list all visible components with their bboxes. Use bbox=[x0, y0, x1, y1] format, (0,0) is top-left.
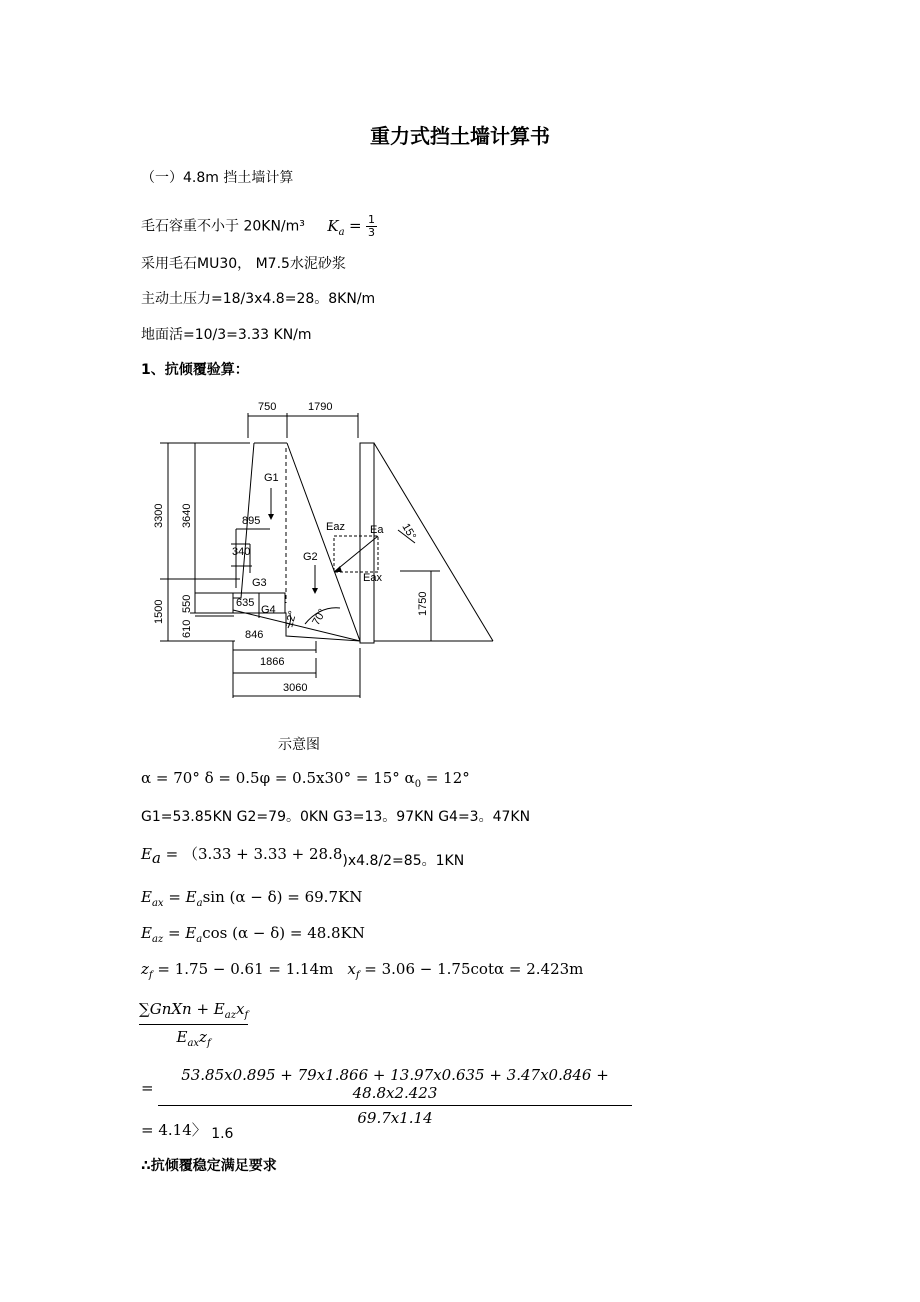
zf-xf-line: $z_f = 1.75 - 0.61 = 1.14m$ $x_f = 3.06 - 1.75\cot\alpha = 2.423m$ bbox=[141, 960, 584, 981]
retaining-wall-diagram bbox=[140, 388, 510, 708]
line-unit-weight bbox=[141, 214, 377, 243]
ka-symbol: $K_a$ bbox=[327, 216, 345, 238]
evaluation-fraction bbox=[158, 1066, 632, 1127]
dim-3300: 3300 bbox=[153, 503, 165, 528]
label-ea: Ea bbox=[370, 524, 384, 536]
dim-1866: 1866 bbox=[260, 656, 285, 668]
moment-ratio-formula bbox=[139, 1000, 248, 1049]
angles-line: α = 70° δ = 0.5φ = 0.5x30° = 15° $\alpha_0 = 12^\circ$ bbox=[141, 769, 470, 790]
conclusion: ∴抗倾覆稳定满足要求 bbox=[141, 1158, 277, 1174]
eax-line: $E_{ax} = E_a\sin$ (α − δ) = 69.7KN bbox=[141, 888, 363, 909]
document-title: 重力式挡土墙计算书 bbox=[370, 124, 550, 148]
dim-3640: 3640 bbox=[181, 503, 193, 528]
dim-1500: 1500 bbox=[153, 599, 165, 624]
ka-fraction: $\frac{1}{3}$ bbox=[368, 213, 376, 239]
line-surcharge: 地面活=10/3=3.33 KN/m bbox=[141, 327, 312, 343]
figure-caption: 示意图 bbox=[278, 737, 320, 753]
eval-numerator: 53.85x0.895 + 79x1.866 + 13.97x0.635 + 3.47x0.846 + 48.8x2.423 bbox=[158, 1066, 632, 1106]
dim-3060: 3060 bbox=[283, 682, 308, 694]
dim-1750: 1750 bbox=[417, 591, 429, 616]
label-g1: G1 bbox=[264, 472, 279, 484]
label-eax: Eax bbox=[363, 572, 382, 584]
dim-610: 610 bbox=[181, 619, 193, 638]
dim-340: 340 bbox=[232, 546, 251, 558]
ea-line: $E_a = (3.33 + 3.33 + 28.8)x4.8/2=85$。1KN bbox=[141, 845, 465, 869]
angle-12: 12° bbox=[283, 609, 300, 629]
angle-15: 15° bbox=[399, 521, 419, 542]
result-line: = 4.14〉 1.6 bbox=[141, 1121, 234, 1142]
heading-overturning: 1、抗倾覆验算： bbox=[141, 362, 249, 378]
dim-1790: 1790 bbox=[308, 401, 333, 413]
label-eaz: Eaz bbox=[326, 521, 345, 533]
label-g4: G4 bbox=[261, 604, 276, 616]
dim-635: 635 bbox=[236, 597, 255, 609]
dim-895: 895 bbox=[242, 515, 261, 527]
unit-weight-text: 毛石容重不小于 20KN/m³ bbox=[141, 218, 305, 235]
ka-equals: = bbox=[348, 216, 362, 235]
formula-denominator: $E_{ax}z_f$ bbox=[176, 1028, 211, 1049]
angle-70: 70° bbox=[310, 607, 329, 628]
dim-750: 750 bbox=[258, 401, 277, 413]
line-active-pressure: 主动土压力=18/3x4.8=28。8KN/m bbox=[141, 291, 376, 307]
weights-line: G1=53.85KN G2=79。0KN G3=13。97KN G4=3。47KN bbox=[141, 809, 531, 825]
dim-846: 846 bbox=[245, 629, 264, 641]
formula-numerator: ∑GnXn + $E_{az}x_f$ bbox=[139, 1000, 248, 1025]
eval-equals: = bbox=[141, 1079, 154, 1097]
eaz-line: $E_{az} = E_a\cos$ (α − δ) = 48.8KN bbox=[141, 924, 365, 945]
section-heading: （一）4.8m 挡土墙计算 bbox=[141, 170, 294, 186]
line-material: 采用毛石MU30， M7.5水泥砂浆 bbox=[141, 256, 346, 272]
label-g2: G2 bbox=[303, 551, 318, 563]
eval-denominator: 69.7x1.14 bbox=[357, 1109, 433, 1127]
label-g3: G3 bbox=[252, 577, 267, 589]
dim-550: 550 bbox=[181, 594, 193, 613]
